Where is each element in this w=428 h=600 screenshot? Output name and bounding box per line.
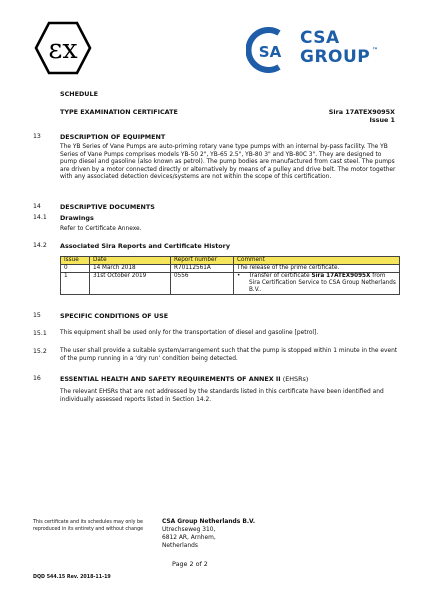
section-16-title-suffix: (EHSRs) <box>280 375 309 383</box>
section-13-number: 13 <box>33 133 41 140</box>
row-issue: 0 <box>61 265 90 273</box>
section-14-number: 14 <box>33 203 41 210</box>
section-15-title: SPECIFIC CONDITIONS OF USE <box>60 312 169 320</box>
disclaimer-line-1: This certificate and its schedules may only be <box>33 520 144 525</box>
table-row <box>61 273 400 295</box>
footer-company: CSA Group Netherlands B.V. <box>162 519 256 525</box>
svg-text:SA: SA <box>258 43 282 61</box>
comment-text <box>249 273 396 294</box>
row-report-number: R70112561A <box>171 265 234 273</box>
disclaimer-line-2: reproduced in its entirety and without change <box>33 527 144 532</box>
section-16-title <box>60 375 308 383</box>
page-number: Page 2 of 2 <box>172 560 208 568</box>
table-header-row <box>61 257 400 265</box>
ehsr-text: The relevant EHSRs that are not addressed by the standards listed in this certificate have been identified and individually assessed reports listed in Section 14.2. <box>60 389 384 403</box>
comment-cert-number: Sira 17ATEX9095X <box>311 273 371 279</box>
trademark-mark: ™ <box>372 47 379 54</box>
row-comment <box>234 273 400 295</box>
row-date: 31st October 2019 <box>90 273 171 295</box>
header-date: Date <box>90 257 171 265</box>
certificate-number: Sira 17ATEX9095X <box>328 108 395 116</box>
ex-logo <box>34 20 92 76</box>
section-14-1-title: Drawings <box>60 214 94 222</box>
footer-address-1: Utrechseweg 310, <box>162 527 216 533</box>
condition-15-2: The user shall provide a suitable system/arrangement such that the pump is stopped within 1 minute in the event of the pump running in a ‘dry run’ condition being detected. <box>60 348 398 362</box>
ex-logo-text: εx <box>48 34 78 65</box>
csa-logo-word: CSA <box>300 28 340 48</box>
csa-emblem-icon <box>246 27 296 73</box>
footer-address-2: 6812 AR, Arnhem, <box>162 535 216 541</box>
section-15-2-number: 15.2 <box>33 348 47 355</box>
comment-part-a: Transfer of certificate <box>249 273 312 279</box>
section-15-1-number: 15.1 <box>33 330 47 337</box>
certificate-type: TYPE EXAMINATION CERTIFICATE <box>60 108 178 116</box>
section-15-number: 15 <box>33 312 41 319</box>
row-report-number: 0556 <box>171 273 234 295</box>
header-comment: Comment <box>234 257 400 265</box>
comment-part-c: from Sira Certification Service to CSA Group Netherlands B.V.. <box>249 273 396 293</box>
row-date: 14 March 2018 <box>90 265 171 273</box>
issue-number: Issue 1 <box>369 116 395 124</box>
ex-hexagon-icon <box>34 20 92 76</box>
certificate-history-table <box>60 256 400 295</box>
section-16-title-bold: ESSENTIAL HEALTH AND SAFETY REQUIREMENTS OF ANNEX II <box>60 375 281 383</box>
footer-address-3: Netherlands <box>162 543 198 549</box>
drawings-text: Refer to Certificate Annexe. <box>60 226 142 232</box>
condition-15-1: This equipment shall be used only for the transportation of diesel and gasoline [petrol]. <box>60 330 319 336</box>
header-report-number: Report number <box>171 257 234 265</box>
table-row <box>61 265 400 273</box>
bullet-icon: • <box>237 273 241 279</box>
equipment-description: The YB Series of Vane Pumps are auto-priming rotary vane type pumps with an internal by-pass facility. The YB Series of Vane Pumps comprises models YB-50 2", YB-65 2.5", YB-80 3" and YB-80C 3". They are designed to pump diesel and gasoline (also known as petrol). The pump bodies are manufactured from cast steel. The pumps are driven by a motor connected directly or alternatively by means of a pulley and drive belt. The motor together with any associated detection devices/systems are not within the scope of this certification. <box>60 144 396 181</box>
row-comment: The release of the prime certificate. <box>234 265 400 273</box>
section-14-2-title: Associated Sira Reports and Certificate History <box>60 242 231 250</box>
header-issue: Issue <box>61 257 90 265</box>
group-logo-word: GROUP <box>300 47 371 67</box>
document-reference: DQD 544.15 Rev. 2018-11-19 <box>33 575 111 580</box>
section-13-title: DESCRIPTION OF EQUIPMENT <box>60 133 166 141</box>
csa-group-logo <box>246 27 396 73</box>
schedule-heading: SCHEDULE <box>60 90 98 98</box>
section-14-2-number: 14.2 <box>33 242 47 249</box>
section-14-1-number: 14.1 <box>33 214 47 221</box>
row-issue: 1 <box>61 273 90 295</box>
section-16-number: 16 <box>33 375 41 382</box>
section-14-title: DESCRIPTIVE DOCUMENTS <box>60 203 155 211</box>
